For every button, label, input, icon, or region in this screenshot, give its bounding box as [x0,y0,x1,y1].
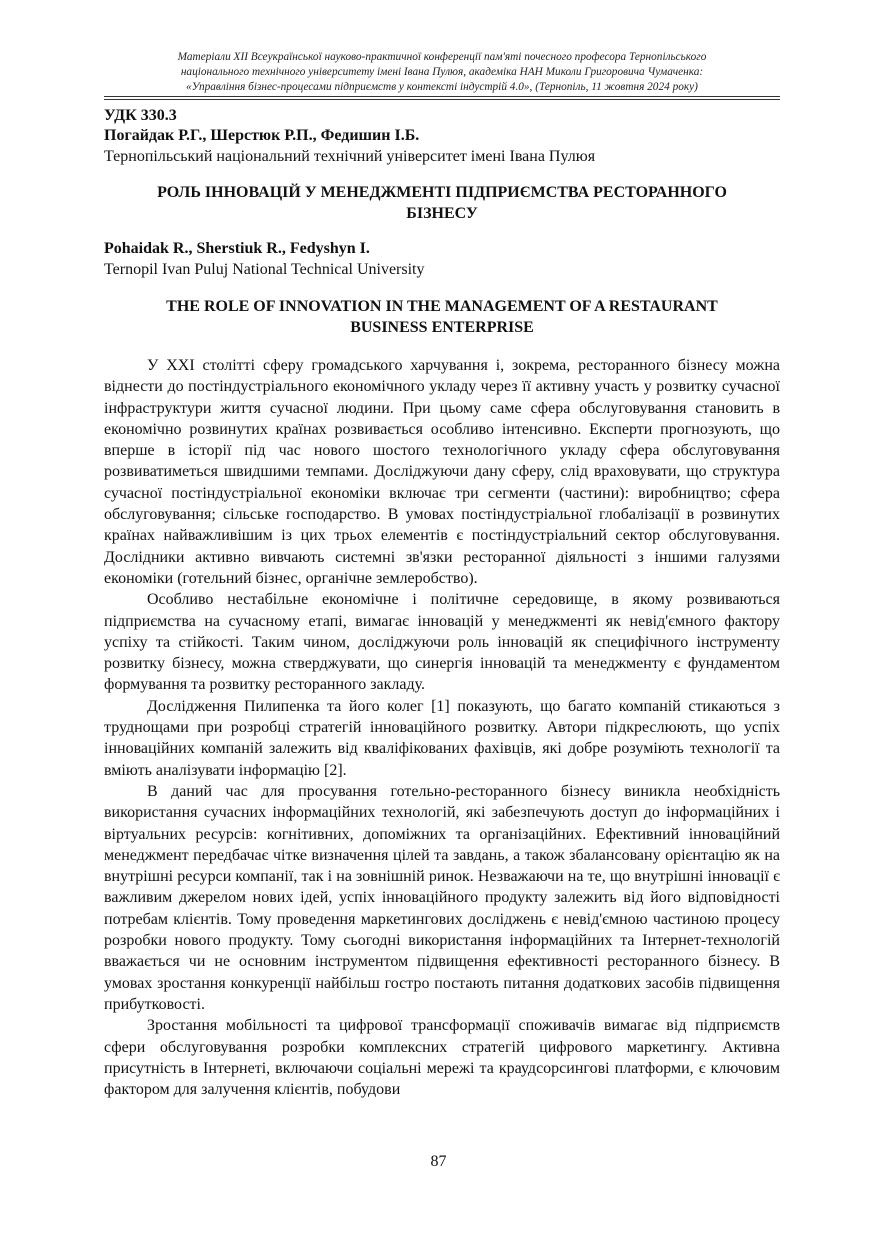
udc-code: УДК 330.3 [104,107,177,124]
article-body [104,355,780,1100]
title-ua-line-1: РОЛЬ ІННОВАЦІЙ У МЕНЕДЖМЕНТІ ПІДПРИЄМСТВА РЕСТОРАННОГО [157,184,727,201]
header-line-1: Матеріали XII Всеукраїнської науково-практичної конференції пам'яті почесного професора Тернопільського [177,51,707,63]
title-ua-line-2: БІЗНЕСУ [406,205,478,222]
title-ua [104,182,780,224]
paragraph: Зростання мобільності та цифрової трансформації споживачів вимагає від підприємств сфери обслуговування розробки комплексних стратегій цифрового маркетингу. Активна присутність в Інтернеті, включаючи соціальні мережі та краудсорсингові платформи, є ключовим фактором для залучення клієнтів, побудови [104,1017,780,1099]
paragraph: У XXI столітті сферу громадського харчування і, зокрема, ресторанного бізнесу можна віднести до постіндустріального економічного укладу через її активну участь у розвитку сучасної інфраструктури життя сучасної людини. При цьому саме сфера обслуговування становить в економічно розвинутих країнах розвивається особливо інтенсивно. Експерти прогнозують, що вперше в історії під час нового шостого технологічного укладу сфера обслуговування розвиватиметься швидшими темпами. Досліджуючи дану сферу, слід враховувати, що структура сучасної постіндустріальної економіки включає три сегменти (частини): виробництво; сфера обслуговування; сільське господарство. В умовах постіндустріальної глобалізації в розвинутих країнах найважливішим із цих трьох елементів є постіндустріальний сектор обслуговування. Дослідники активно вивчають системні зв'язки ресторанної діяльності з іншими галузями економіки (готельний бізнес, органічне землеробство). [104,357,780,587]
affiliation-ua: Тернопільський національний технічний університет імені Івана Пулюя [104,148,596,165]
paragraph: Дослідження Пилипенка та його колег [1] показують, що багато компаній стикаються з труднощами при розробці стратегій інноваційного розвитку. Автори підкреслюють, що успіх інноваційних компаній залежить від кваліфікованих фахівців, які добре розуміють технології та вміють аналізувати інформацію [2]. [104,697,780,779]
page-number: 87 [430,1153,447,1170]
paragraph: В даний час для просування готельно-ресторанного бізнесу виникла необхідність використання сучасних інформаційних технологій, які забезпечують доступ до інформаційних і віртуальних ресурсів: когнітивних, допоміжних та організаційних. Ефективний інноваційний менеджмент передбачає чітке визначення цілей та завдань, а також збалансовану орієнтацію як на внутрішні ресурси компанії, так і на зовнішній ринок. Незважаючи на те, що внутрішні інновації є важливим джерелом нових ідей, успіх інноваційного продукту залежить від його відповідності потребам клієнтів. Тому проведення маркетингових досліджень є невід'ємною частиною процесу розробки нового продукту. Тому сьогодні використання інформаційних та Інтернет-технологій вважається чи не основним інструментом підвищення ефективності ресторанного бізнесу. В умовах зростання конкуренції найбільш гостро постають питання додаткових засобів підвищення прибутковості. [104,782,780,1013]
title-en-line-2: BUSINESS ENTERPRISE [350,319,534,336]
conference-running-header [104,50,780,95]
affiliation-en: Ternopil Ivan Puluj National Technical University [104,261,425,278]
authors-ua: Погайдак Р.Г., Шерстюк Р.П., Федишин І.Б. [104,127,420,144]
title-en-line-1: THE ROLE OF INNOVATION IN THE MANAGEMENT OF A RESTAURANT [166,298,718,315]
paragraph: Особливо нестабільне економічне і політичне середовище, в якому розвиваються підприємства на сучасному етапі, вимагає інновацій у менеджменті як невід'ємного фактору успіху та стійкості. Таким чином, досліджуючи роль інновацій як специфічного інструменту розвитку бізнесу, можна стверджувати, що синергія інновацій та менеджменту є фундаментом формування та розвитку ресторанного закладу. [104,591,780,694]
authors-en: Pohaidak R., Sherstiuk R., Fedyshyn I. [104,240,370,257]
header-rule-thin [104,99,780,100]
header-line-3: «Управління бізнес-процесами підприємств у контексті індустрій 4.0», (Тернопіль, 11 жовтня 2024 року) [186,81,698,93]
title-en [104,296,780,338]
header-rule-thick [104,96,780,97]
header-line-2: національного технічного університету імені Івана Пулюя, академіка НАН Миколи Григоровича Чумаченка: [180,66,704,78]
